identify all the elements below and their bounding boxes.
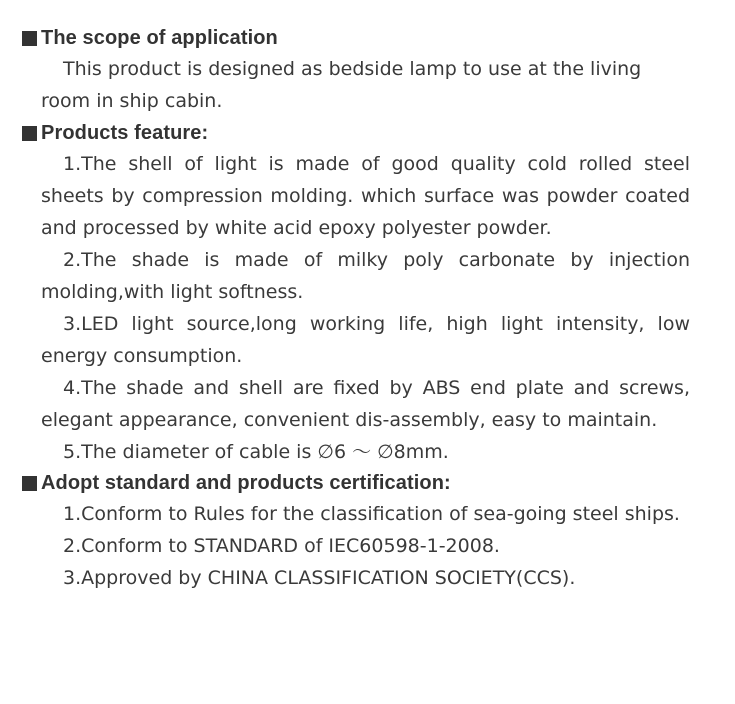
section-heading bbox=[22, 469, 690, 497]
section-heading-text: Adopt standard and products certification: bbox=[41, 471, 451, 494]
section-heading bbox=[22, 119, 690, 147]
product-spec-document bbox=[22, 24, 690, 594]
feature-item: 5.The diameter of cable is ∅6 ～ ∅8mm. bbox=[63, 441, 449, 463]
certification-item: 3.Approved by CHINA CLASSIFICATION SOCIETY(CCS). bbox=[63, 567, 576, 589]
section-heading-text: The scope of application bbox=[41, 26, 278, 49]
section-heading bbox=[22, 24, 690, 52]
square-bullet-icon bbox=[22, 126, 37, 141]
section-heading-text: Products feature: bbox=[41, 121, 209, 144]
section-products-feature bbox=[22, 119, 690, 468]
feature-item: 2.The shade is made of milky poly carbonate by injection molding,with light softness. bbox=[41, 249, 690, 303]
feature-item: 4.The shade and shell are fixed by ABS end plate and screws, elegant appearance, convenient dis-assembly, easy to maintain. bbox=[41, 377, 690, 431]
paragraph: This product is designed as bedside lamp to use at the living room in ship cabin. bbox=[41, 58, 642, 112]
square-bullet-icon bbox=[22, 476, 37, 491]
feature-item: 1.The shell of light is made of good quality cold rolled steel sheets by compression molding. which surface was powder coated and processed by white acid epoxy polyester powder. bbox=[41, 153, 690, 239]
certification-item: 1.Conform to Rules for the classification of sea-going steel ships. bbox=[63, 503, 680, 525]
section-standards-certification bbox=[22, 469, 690, 594]
square-bullet-icon bbox=[22, 31, 37, 46]
certification-item: 2.Conform to STANDARD of IEC60598-1-2008. bbox=[63, 535, 500, 557]
section-scope-of-application bbox=[22, 24, 690, 117]
feature-item: 3.LED light source,long working life, high light intensity, low energy consumption. bbox=[41, 313, 690, 367]
